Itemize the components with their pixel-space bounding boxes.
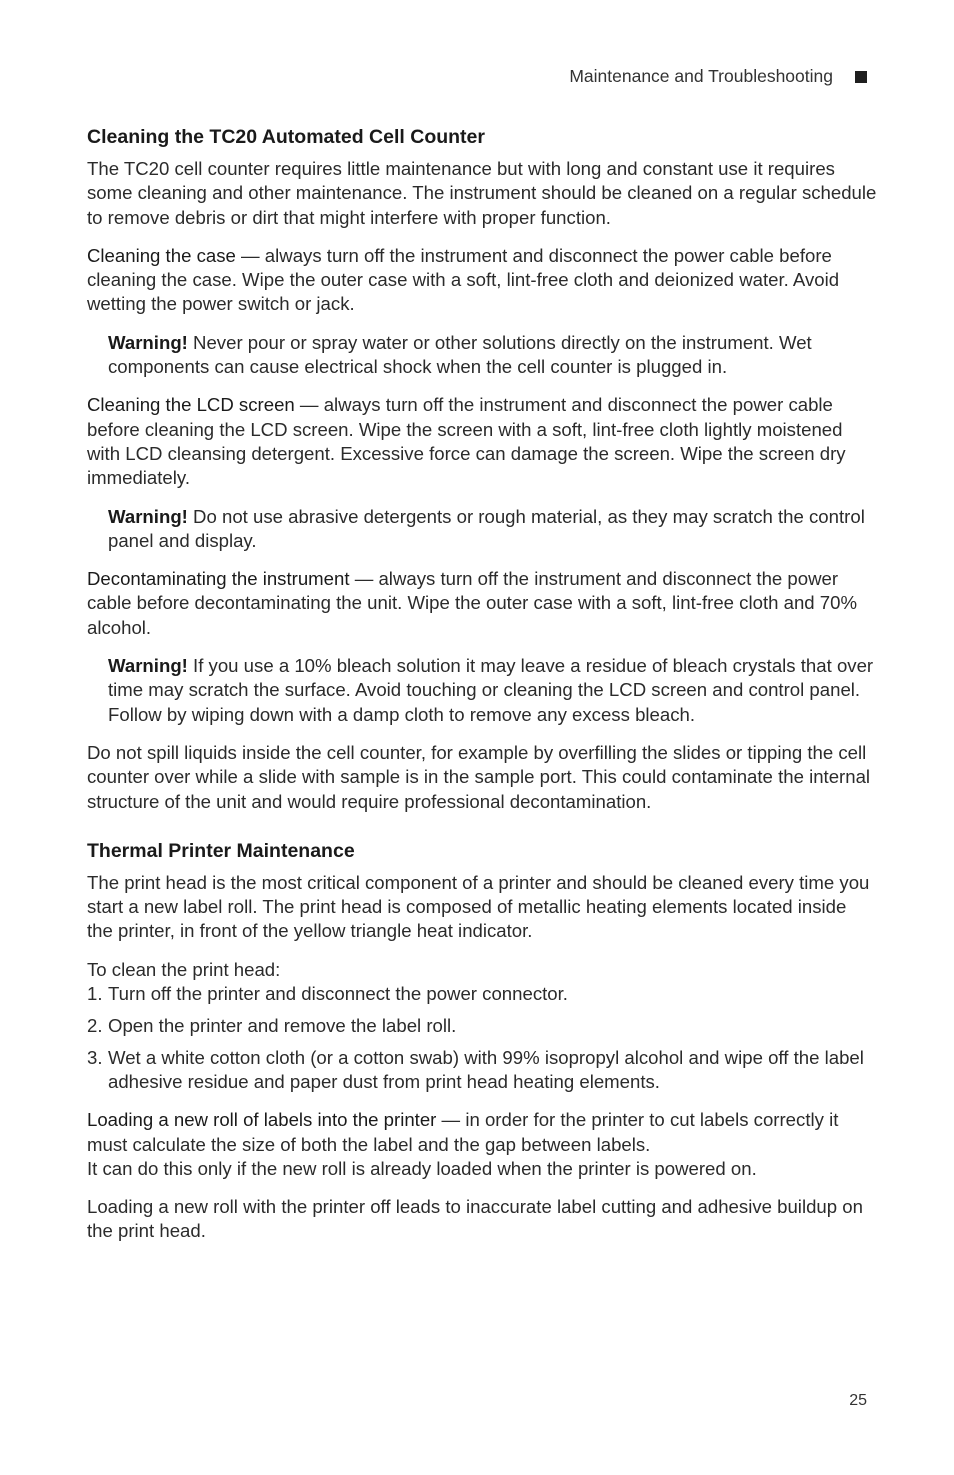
steps-intro: To clean the print head: bbox=[87, 958, 281, 980]
loading-text-continued: It can do this only if the new roll is already loaded when the printer is powered on. bbox=[87, 1157, 757, 1179]
step-number: 2. bbox=[87, 1014, 103, 1036]
warning-text: Do not use abrasive detergents or rough material, as they may scratch the control panel and display. bbox=[108, 505, 865, 551]
printer-heading: Thermal Printer Maintenance bbox=[87, 839, 355, 862]
step-text: Turn off the printer and disconnect the power connector. bbox=[108, 983, 568, 1005]
cleaning-case-lead: Cleaning the case bbox=[87, 244, 236, 266]
cleaning-case-paragraph bbox=[87, 244, 877, 317]
cleaning-heading: Cleaning the TC20 Automated Cell Counter bbox=[87, 126, 485, 148]
spill-paragraph: Do not spill liquids inside the cell counter, for example by overfilling the slides or tipping the cell counter over while a slide with sample is in the sample port. This could contaminate the internal structure of the unit and would require professional decontamination. bbox=[87, 741, 871, 812]
loading-lead: Loading a new roll of labels into the printer bbox=[87, 1109, 437, 1131]
main-content bbox=[87, 124, 877, 1258]
step-number: 3. bbox=[87, 1046, 103, 1068]
em-dash: — bbox=[436, 1109, 466, 1131]
closing-paragraph: Loading a new roll with the printer off leads to inaccurate label cutting and adhesive buildup on the print head. bbox=[87, 1196, 863, 1242]
decontamination-text: always turn off the instrument and disconnect the power cable before decontaminating the unit. Wipe the outer case with a soft, lint-free cloth and 70% alcohol. bbox=[87, 568, 858, 638]
list-item bbox=[87, 982, 877, 1006]
em-dash: — bbox=[235, 244, 265, 266]
step-text: Open the printer and remove the label roll. bbox=[108, 1014, 457, 1036]
warning-label: Warning! bbox=[108, 505, 188, 527]
loading-paragraph bbox=[87, 1108, 877, 1181]
decontamination-lead: Decontaminating the instrument bbox=[87, 568, 350, 590]
em-dash: — bbox=[294, 394, 324, 416]
em-dash: — bbox=[349, 568, 379, 590]
page-number: 25 bbox=[849, 1392, 867, 1409]
section-title: Maintenance and Troubleshooting bbox=[569, 66, 833, 86]
filled-square-icon bbox=[855, 71, 867, 83]
decontamination-paragraph bbox=[87, 567, 877, 640]
warning-text: Never pour or spray water or other solutions directly on the instrument. Wet components can cause electrical shock when the cell counter is plugged in. bbox=[108, 331, 812, 378]
loading-text: in order for the printer to cut labels correctly it must calculate the size of both the label and the gap between labels. bbox=[87, 1109, 839, 1155]
list-item bbox=[87, 1014, 877, 1038]
printer-intro: The print head is the most critical component of a printer and should be cleaned every time you start a new label roll. The print head is composed of metallic heating elements located inside the printer, in front of the yellow triangle heat indicator. bbox=[87, 871, 870, 942]
cleaning-lcd-paragraph bbox=[87, 393, 877, 490]
step-text: Wet a white cotton cloth (or a cotton swab) with 99% isopropyl alcohol and wipe off the label adhesive residue and paper dust from print head heating elements. bbox=[108, 1046, 864, 1092]
step-number: 1. bbox=[87, 983, 103, 1005]
warning-note bbox=[108, 654, 877, 727]
warning-note bbox=[108, 331, 877, 380]
warning-note bbox=[108, 505, 877, 554]
cleaning-lcd-text: always turn off the instrument and disconnect the power cable before cleaning the LCD screen. Wipe the screen with a soft, lint-free cloth lightly moistened with LCD cleansing detergent. Excessive force can damage the screen. Wipe the screen dry immediately. bbox=[87, 394, 846, 489]
warning-text: If you use a 10% bleach solution it may leave a residue of bleach crystals that over time may scratch the surface. Avoid touching or cleaning the LCD screen and control panel. Follow by wiping down with a damp cloth to remove any excess bleach. bbox=[108, 655, 874, 725]
cleaning-case-text: always turn off the instrument and disconnect the power cable before cleaning the case. Wipe the outer case with a soft, lint-free cloth and deionized water. Avoid wetting the power switch or jack. bbox=[87, 244, 840, 315]
running-header bbox=[569, 66, 867, 87]
cleaning-intro: The TC20 cell counter requires little maintenance but with long and constant use it requires some cleaning and other maintenance. The instrument should be cleaned on a regular schedule to remove debris or dirt that might interfere with proper function. bbox=[87, 158, 877, 228]
list-item bbox=[87, 1046, 877, 1095]
warning-label: Warning! bbox=[108, 331, 188, 353]
warning-label: Warning! bbox=[108, 655, 188, 677]
steps-list bbox=[87, 982, 877, 1094]
cleaning-lcd-lead: Cleaning the LCD screen bbox=[87, 394, 295, 416]
